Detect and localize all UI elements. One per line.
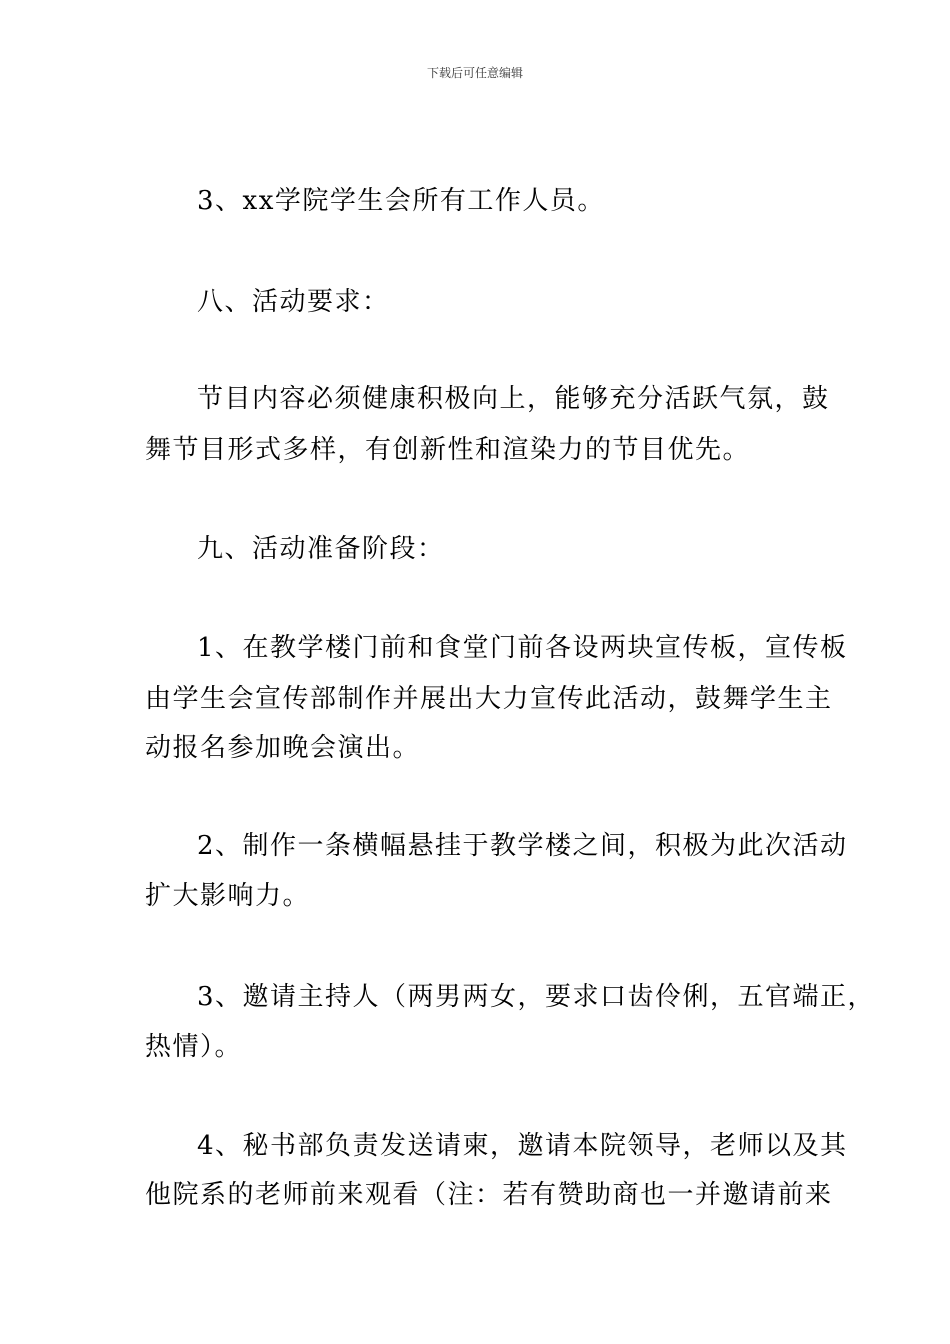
paragraph-item-1-line-1: 1、在教学楼门前和食堂门前各设两块宣传板，宣传板 <box>197 633 848 663</box>
paragraph-staff: 3、xx学院学生会所有工作人员。 <box>197 186 605 216</box>
paragraph-item-3-line-1: 3、邀请主持人（两男两女，要求口齿伶俐，五官端正， <box>197 982 876 1012</box>
paragraph-item-2-line-1: 2、制作一条横幅悬挂于教学楼之间，积极为此次活动 <box>197 831 848 861</box>
paragraph-item-4-line-1: 4、秘书部负责发送请柬，邀请本院领导，老师以及其 <box>197 1131 848 1161</box>
paragraph-requirements-line-2: 舞节目形式多样，有创新性和渲染力的节目优先。 <box>145 435 751 465</box>
paragraph-item-3-line-2: 热情）。 <box>145 1032 243 1062</box>
paragraph-item-4-line-2: 他院系的老师前来观看（注：若有赞助商也一并邀请前来 <box>145 1180 833 1210</box>
section-heading-requirements: 八、活动要求： <box>197 287 390 317</box>
section-heading-preparation: 九、活动准备阶段： <box>197 534 445 564</box>
paragraph-requirements-line-1: 节目内容必须健康积极向上，能够充分活跃气氛，鼓 <box>197 384 830 414</box>
page-header-note: 下载后可任意编辑 <box>426 66 523 80</box>
paragraph-item-2-line-2: 扩大影响力。 <box>145 881 311 911</box>
paragraph-item-1-line-2: 由学生会宣传部制作并展出大力宣传此活动，鼓舞学生主 <box>145 684 833 714</box>
paragraph-item-1-line-3: 动报名参加晚会演出。 <box>145 733 421 763</box>
